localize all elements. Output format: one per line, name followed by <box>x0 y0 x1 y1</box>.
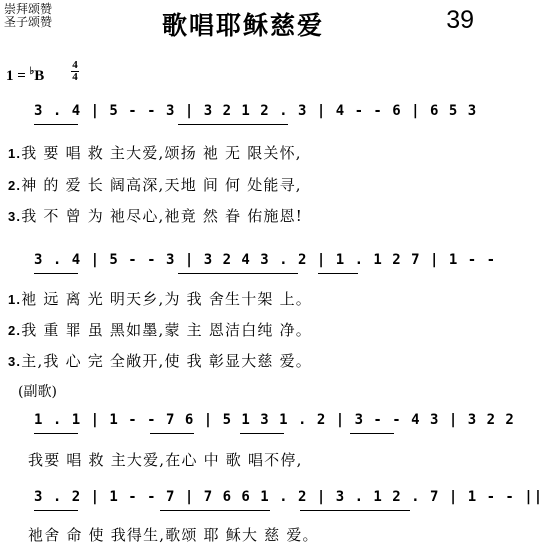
beam-line <box>318 273 358 274</box>
beam-line <box>150 433 194 434</box>
category-line-1: 崇拜颂赞 <box>4 2 53 16</box>
chorus-lyric-1: 我要 唱 救 主大爱,在心 中 歌 唱不停, <box>28 451 303 469</box>
music-line-3: 1 . 1 | 1 - - 7 6 | 5 1 3 1 . 2 | 3 - - 4 3 | 3 2 2 <box>34 412 515 428</box>
hymn-title: 歌唱耶稣慈爱 <box>161 11 324 40</box>
key-prefix: 1 = <box>6 68 30 84</box>
verse-1-line-b: 1.祂 远 离 光 明天乡,为 我 舍生十架 上。 <box>8 290 312 308</box>
music-line-2: 3 . 4 | 5 - - 3 | 3 2 4 3 . 2 | 1 . 1 2 7 | 1 - - <box>34 252 497 268</box>
verse-3-line-a: 3.我 不 曾 为 祂尽心,祂竟 然 眷 佑施恩! <box>8 207 304 225</box>
key-note: B <box>34 68 45 84</box>
beam-line <box>240 433 284 434</box>
beam-line <box>34 124 78 125</box>
meter-bottom: 4 <box>72 71 78 83</box>
verse-1-line-a: 1.我 要 唱 救 主大爱,颂扬 祂 无 限关怀, <box>8 144 302 162</box>
chorus-lyric-2: 祂舍 命 使 我得生,歌颂 耶 稣大 慈 爱。 <box>28 526 319 544</box>
category-line-2: 圣子颂赞 <box>4 15 53 29</box>
meter-top: 4 <box>72 59 78 71</box>
beam-line <box>34 510 78 511</box>
verse-2-line-b: 2.我 重 罪 虽 黑如墨,蒙 主 恩洁白纯 净。 <box>8 321 312 339</box>
beam-line <box>350 433 394 434</box>
verse-3-line-b: 3.主,我 心 完 全敞开,使 我 彰显大慈 爱。 <box>8 352 312 370</box>
time-signature <box>70 60 80 83</box>
verse-2-line-a: 2.神 的 爱 长 阔高深,天地 间 何 处能寻, <box>8 176 302 194</box>
beam-line <box>160 510 270 511</box>
beam-line <box>34 433 78 434</box>
music-line-1: 3 . 4 | 5 - - 3 | 3 2 1 2 . 3 | 4 - - 6 | 6 5 3 <box>34 103 478 119</box>
chorus-label: (副歌) <box>18 384 57 400</box>
beam-line <box>300 510 410 511</box>
hymn-number: 39 <box>446 6 474 34</box>
key-signature <box>6 66 44 85</box>
beam-line <box>34 273 78 274</box>
beam-line <box>178 273 298 274</box>
beam-line <box>178 124 288 125</box>
music-line-4: 3 . 2 | 1 - - 7 | 7 6 6 1 . 2 | 3 . 1 2 . 7 | 1 - - || <box>34 489 543 505</box>
flat-sign: ♭ <box>29 66 35 77</box>
